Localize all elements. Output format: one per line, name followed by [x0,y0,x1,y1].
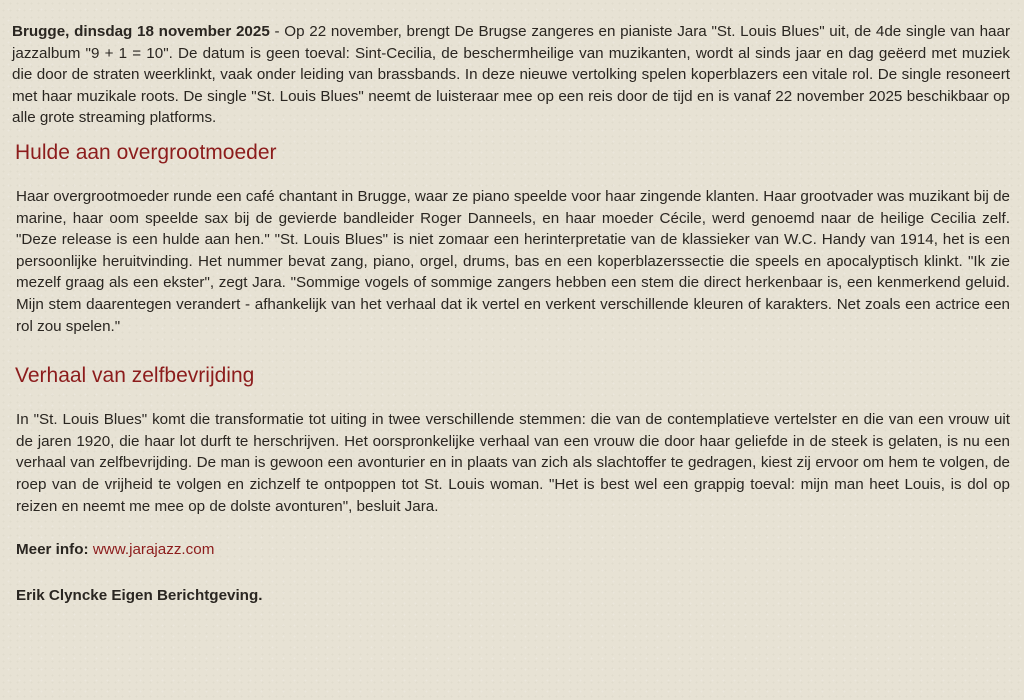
intro-text: - Op 22 november, brengt De Brugse zangeres en pianiste Jara "St. Louis Blues" uit, de 4de single van haar jazzalbum "9 + 1 = 10". De datum is geen toeval: Sint-Cecilia, de beschermheilige van muzikanten, wordt al sinds jaar en dag geëerd met muziek die door de straten weerklinkt, vaak onder leiding van brassbands. In deze nieuwe vertolking spelen koperblazers een vitale rol. De single resoneert met haar muzikale roots. De single "St. Louis Blues" neemt de luisteraar mee op een reis door de tijd en is vanaf 22 november 2025 beschikbaar op alle grote streaming platforms. [12,23,1011,127]
more-info-label: Meer info: [16,541,89,559]
intro-paragraph [12,21,1010,129]
dateline: Brugge, dinsdag 18 november 2025 [12,23,270,40]
author-signature: Erik Clyncke Eigen Berichtgeving. [16,586,263,604]
section-heading-hulde: Hulde aan overgrootmoeder [15,140,277,164]
more-info-link[interactable]: www.jarajazz.com [92,541,215,559]
section-body-verhaal: In "St. Louis Blues" komt die transformatie tot uiting in twee verschillende stemmen: die van de contemplatieve vertelster en die van een vrouw uit de jaren 1920, die haar lot durft te herschrijven. Het oorspronkelijke verhaal van een vrouw die door haar geliefde in de steek is gelaten, is nu een verhaal van zelfbevrijding. De man is gewoon een avonturier en in plaats van zich als slachtoffer te gedragen, kiest zij ervoor om hem te volgen, de roep van de vrijheid te volgen en zichzelf te ontpoppen tot St. Louis woman. "Het is best wel een grappig toeval: mijn man heet Louis, is dol op reizen en neemt me mee op de dolste avonturen", besluit Jara. [16,411,1010,515]
section-heading-verhaal: Verhaal van zelfbevrijding [15,364,255,388]
section-body-hulde: Haar overgrootmoeder runde een café chantant in Brugge, waar ze piano speelde voor haar zingende klanten. Haar grootvader was muzikant bij de marine, haar oom speelde sax bij de gevierde bandleider Roger Danneels, en haar moeder Cécile, werd genoemd naar de heilige Cecilia zelf. "Deze release is een hulde aan hen." "St. Louis Blues" is niet zomaar een herinterpretatie van de klassieker van W.C. Handy van 1914, het is een persoonlijke heruitvinding. Het nummer bevat zang, piano, orgel, drums, bas en een koperblazerssectie die speels en apocalyptisch klinkt. "Ik zie mezelf graag als een ekster", zegt Jara. "Sommige vogels of sommige zangers hebben een stem die direct herkenbaar is, een kenmerkend geluid. Mijn stem daarentegen verandert - afhankelijk van het verhaal dat ik vertel en verkent verschillende kleuren of karakters. Net zoals een actrice een rol zou spelen." [16,187,1010,335]
more-info-line [16,539,1010,561]
